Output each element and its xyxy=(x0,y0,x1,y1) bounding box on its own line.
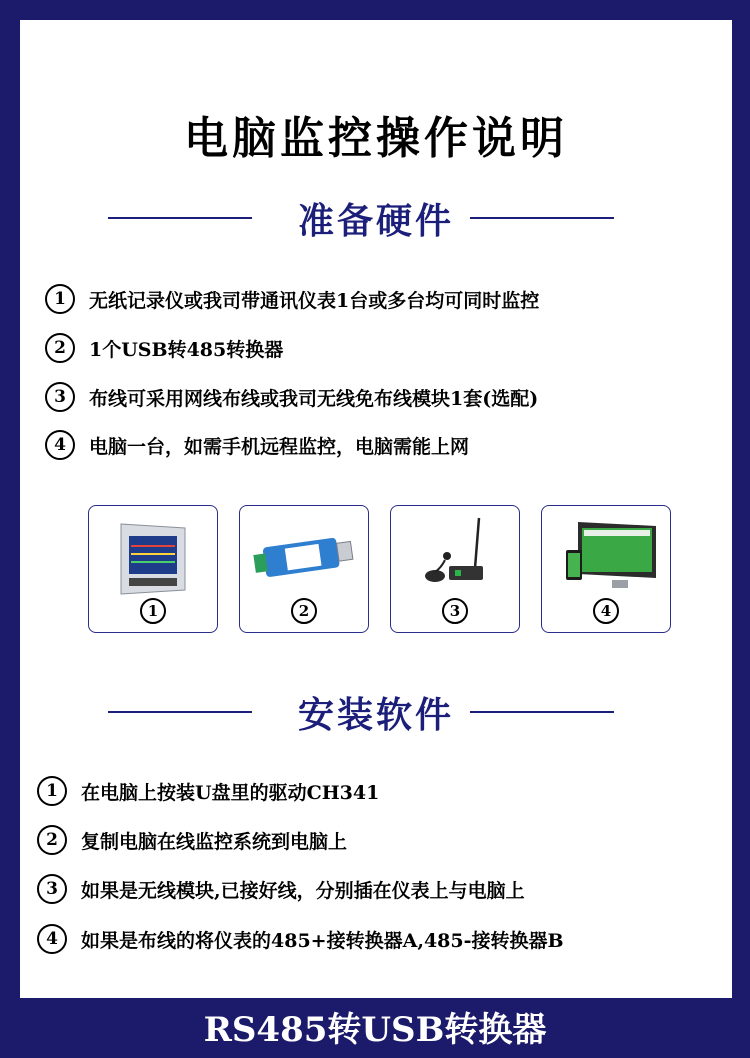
number-badge: 2 xyxy=(291,598,317,624)
number-badge: 1 xyxy=(45,284,75,314)
number-badge: 3 xyxy=(442,598,468,624)
item-text: 如果是无线模块,已接好线，分别插在仪表上与电脑上 xyxy=(81,879,525,902)
software-heading xyxy=(20,687,732,737)
image-recorder xyxy=(88,505,218,633)
software-item-1 xyxy=(37,776,379,806)
number-badge: 2 xyxy=(45,333,75,363)
hardware-heading xyxy=(20,193,732,243)
item-text: 复制电脑在线监控系统到电脑上 xyxy=(81,830,348,853)
instruction-card xyxy=(20,20,732,998)
number-badge: 4 xyxy=(593,598,619,624)
number-badge: 4 xyxy=(45,430,75,460)
software-item-3 xyxy=(37,874,525,904)
number-badge: 3 xyxy=(37,874,67,904)
image-wireless-module xyxy=(390,505,520,633)
hardware-item-4 xyxy=(45,430,469,460)
divider-right xyxy=(470,711,614,713)
item-text: 无纸记录仪或我司带通讯仪表1台或多台均可同时监控 xyxy=(89,289,540,312)
software-item-4 xyxy=(37,924,564,954)
hardware-item-2 xyxy=(45,333,283,363)
item-text: 1个USB转485转换器 xyxy=(89,338,284,361)
divider-right xyxy=(470,217,614,219)
number-badge: 1 xyxy=(140,598,166,624)
image-converter xyxy=(239,505,369,633)
page-title: 电脑监控操作说明 xyxy=(184,113,568,164)
image-computer-phone xyxy=(541,505,671,633)
number-badge: 3 xyxy=(45,382,75,412)
hardware-item-3 xyxy=(45,382,538,412)
hardware-item-1 xyxy=(45,284,539,314)
hardware-heading-label: 准备硬件 xyxy=(297,201,454,242)
item-text: 电脑一台，如需手机远程监控，电脑需能上网 xyxy=(89,435,470,458)
software-item-2 xyxy=(37,825,347,855)
item-text: 在电脑上按装U盘里的驱动CH341 xyxy=(81,781,380,804)
item-text: 如果是布线的将仪表的485+接转换器A,485-接转换器B xyxy=(81,929,564,952)
number-badge: 2 xyxy=(37,825,67,855)
software-heading-label: 安装软件 xyxy=(297,695,454,736)
item-text: 布线可采用网线布线或我司无线免布线模块1套(选配) xyxy=(89,387,539,410)
number-badge: 1 xyxy=(37,776,67,806)
number-badge: 4 xyxy=(37,924,67,954)
footer-title: RS485转USB转换器 xyxy=(203,1010,547,1050)
